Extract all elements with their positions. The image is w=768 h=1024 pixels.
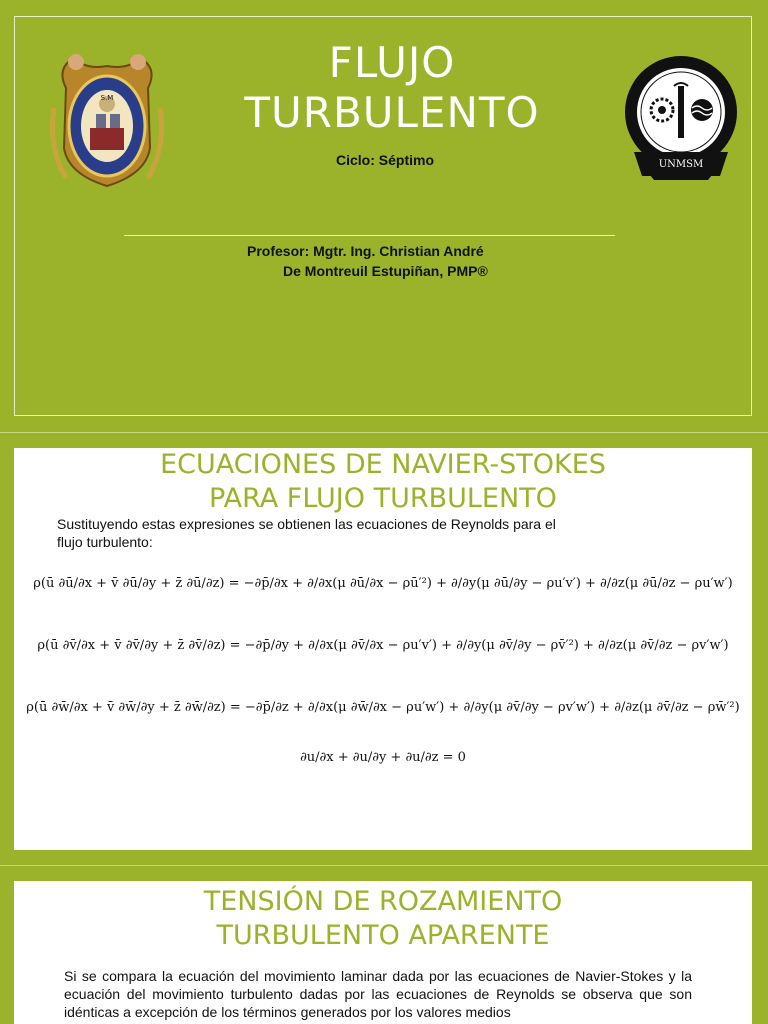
reynolds-equation-z: ρ(ū ∂w̄/∂x + v̄ ∂w̄/∂y + z̄ ∂w̄/∂z) = −∂p̄/∂z + ∂/∂x(μ ∂w̄/∂x − ρu′w′) + ∂/∂y(μ ∂v̄/∂y − ρv′w′) + ∂/∂z(μ ∂v̄/∂z − ρw̄′²)	[26, 700, 740, 715]
reynolds-equation-x: ρ(ū ∂ū/∂x + v̄ ∂ū/∂y + z̄ ∂ū/∂z) = −∂p̄/∂x + ∂/∂x(μ ∂ū/∂x − ρū′²) + ∂/∂y(μ ∂ū/∂y − ρu′v′) + ∂/∂z(μ ∂ū/∂z − ρu′w′)	[33, 576, 733, 591]
slide2-title	[14, 448, 752, 516]
slide-separator	[0, 865, 768, 866]
slide3-title	[14, 885, 752, 953]
slide3-body: Si se compara la ecuación del movimiento laminar dada por las ecuaciones de Navier-Stokes y la ecuación del movimiento turbulento dadas por las ecuaciones de Reynolds se observa que son idénticas a excepción de los términos generados por los valores medios	[64, 968, 692, 1020]
slide3-title-line2: TURBULENTO APARENTE	[216, 920, 550, 951]
main-title-line2: TURBULENTO	[244, 88, 540, 137]
profesor-line1: Profesor: Mgtr. Ing. Christian André	[247, 243, 484, 259]
navier-stokes-slide	[14, 448, 752, 850]
tension-slide	[14, 881, 752, 1024]
main-title	[200, 38, 584, 138]
divider	[124, 235, 615, 236]
ciclo-label: Ciclo: Séptimo	[335, 152, 434, 168]
main-title-line1: FLUJO	[328, 38, 456, 87]
profesor-line2: De Montreuil Estupiñan, PMP®	[283, 263, 488, 279]
intro-text: Sustituyendo estas expresiones se obtienen las ecuaciones de Reynolds para el flujo turbulento:	[57, 516, 556, 550]
reynolds-equation-y: ρ(ū ∂v̄/∂x + v̄ ∂v̄/∂y + z̄ ∂v̄/∂z) = −∂p̄/∂y + ∂/∂x(μ ∂v̄/∂x − ρu′v′) + ∂/∂y(μ ∂v̄/∂y − ρv̄′²) + ∂/∂z(μ ∂v̄/∂z − ρv′w′)	[37, 638, 729, 653]
university-crest-icon	[46, 48, 168, 190]
slide2-title-line2: PARA FLUJO TURBULENTO	[209, 483, 557, 514]
title-slide	[0, 0, 768, 432]
continuity-equation: ∂u/∂x + ∂u/∂y + ∂u/∂z = 0	[300, 750, 466, 765]
crest-initials: S.M	[100, 94, 114, 102]
slide3-title-line1: TENSIÓN DE ROZAMIENTO	[203, 886, 563, 917]
slide2-title-line1: ECUACIONES DE NAVIER-STOKES	[160, 449, 606, 480]
seal-bottom-text: UNMSM	[658, 159, 704, 170]
faculty-seal-icon	[616, 52, 746, 184]
slide-separator	[0, 432, 768, 433]
